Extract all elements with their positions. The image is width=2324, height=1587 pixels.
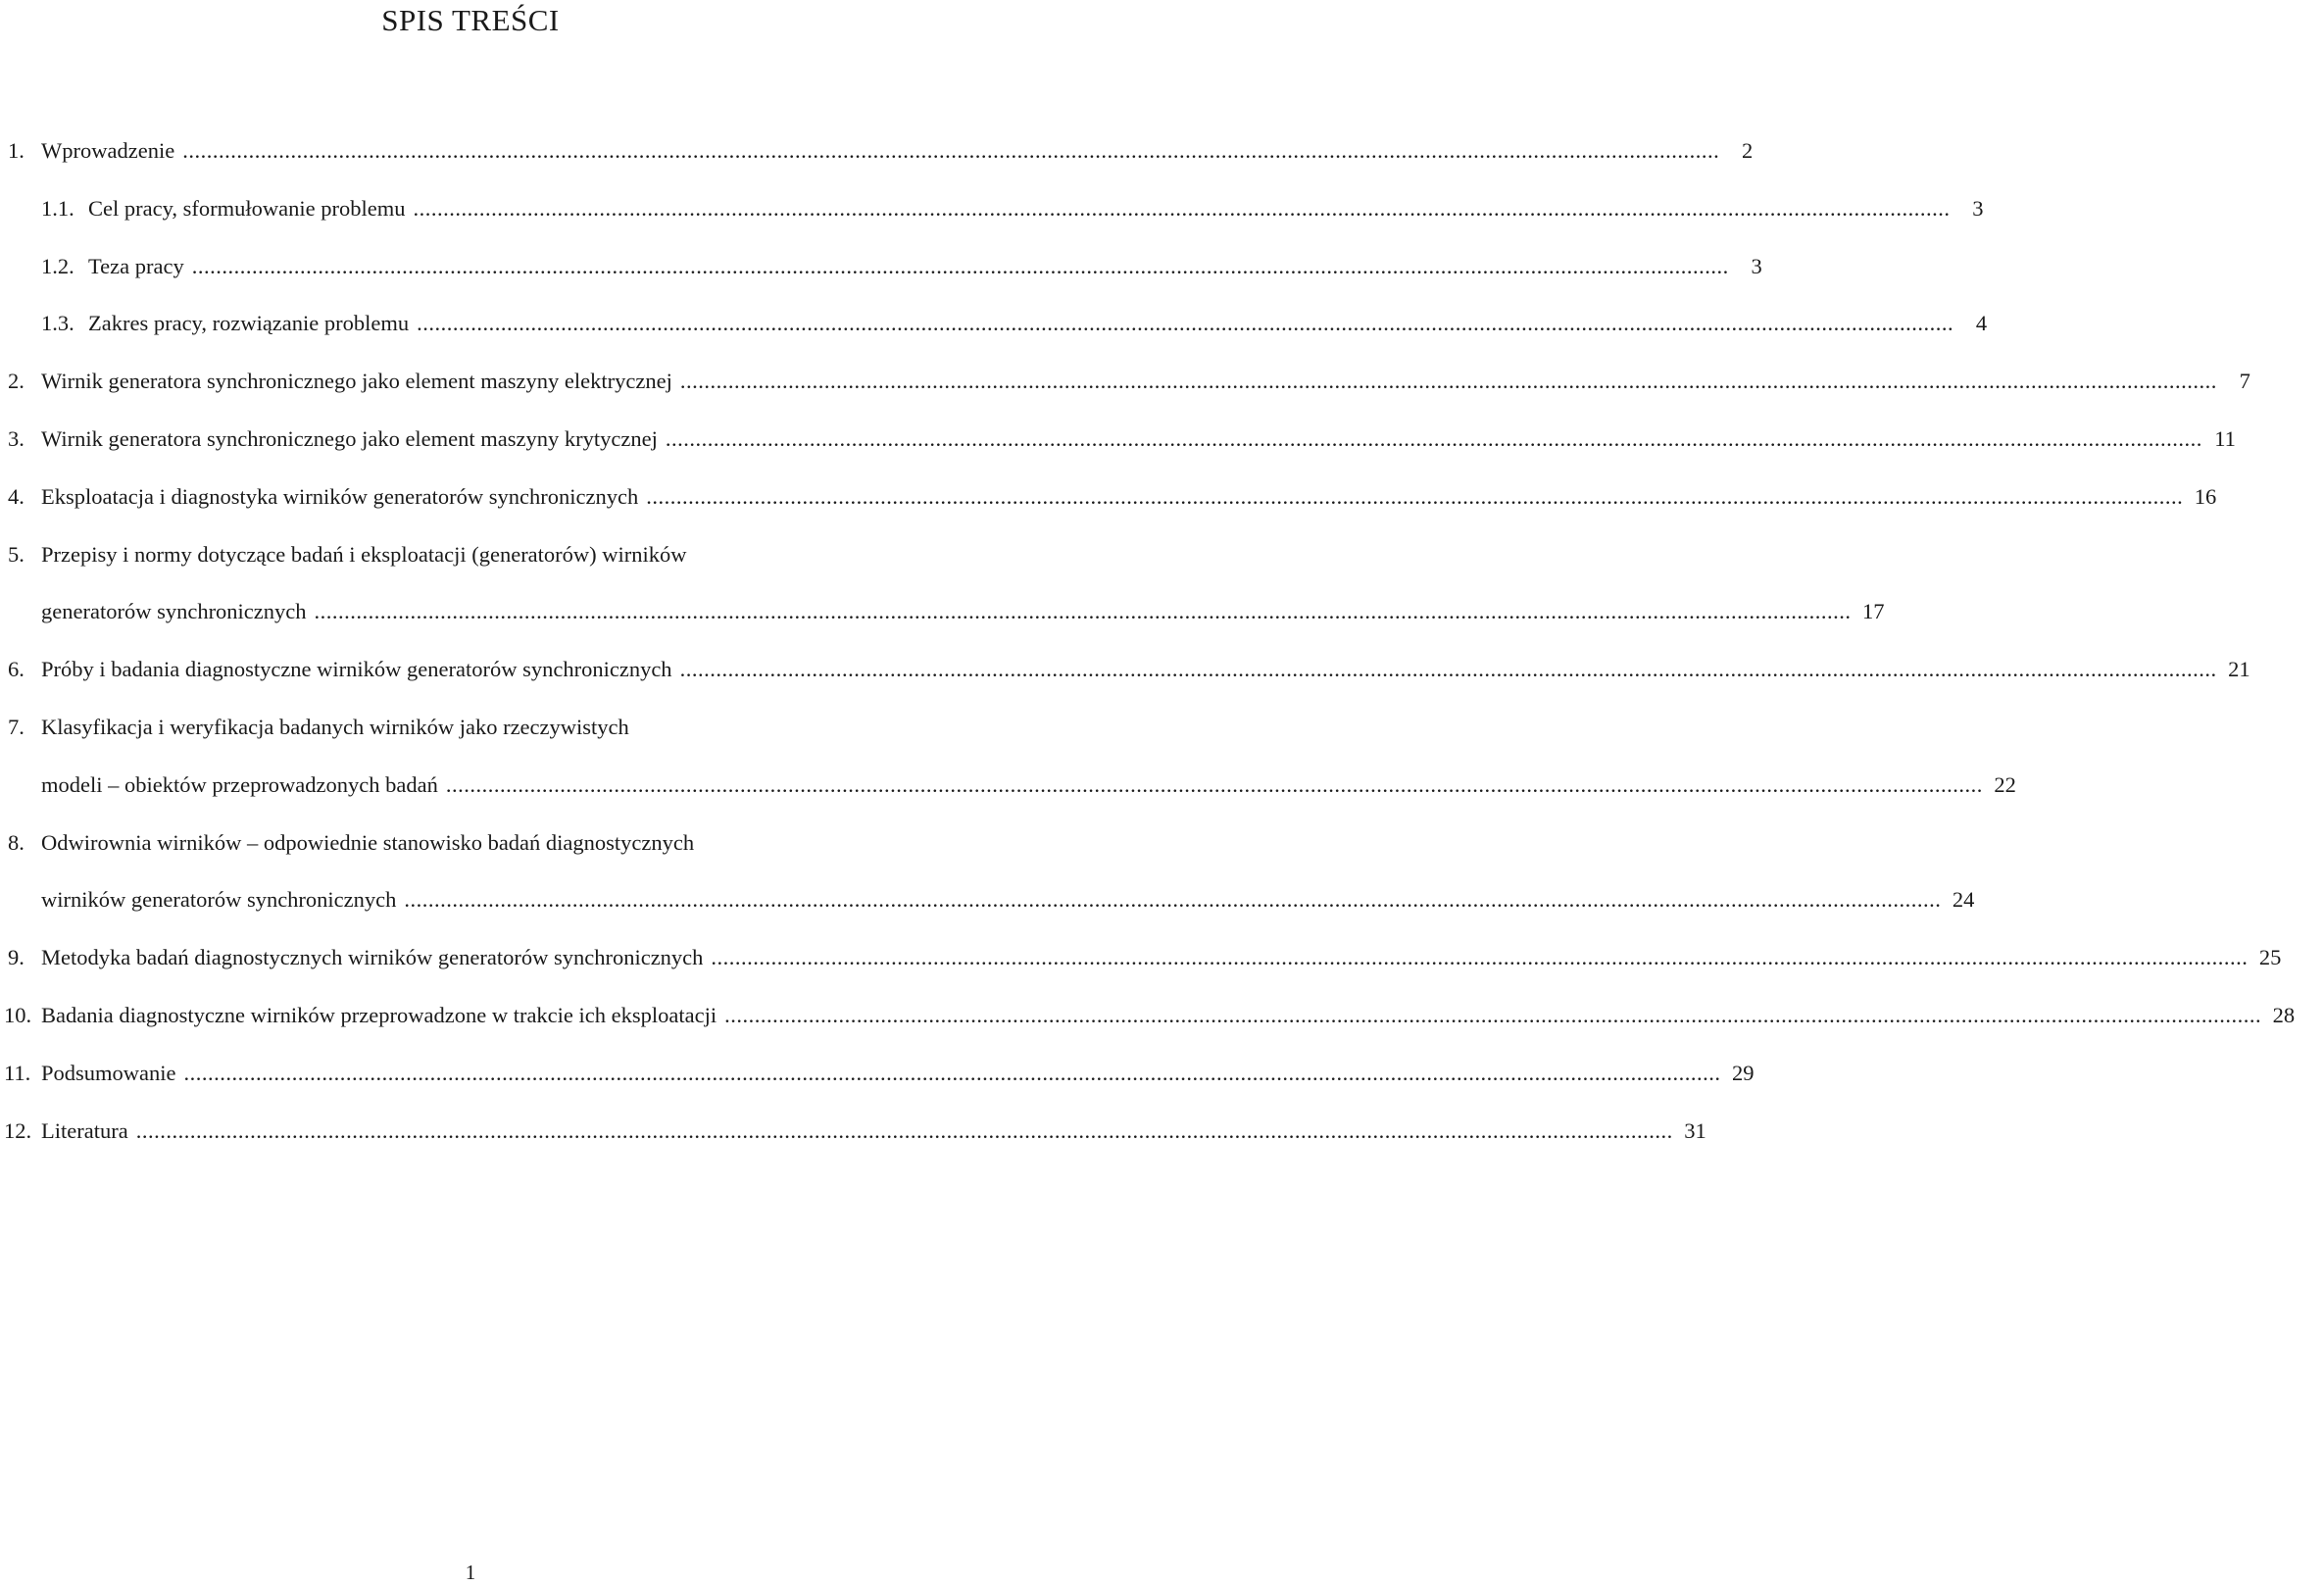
toc-entry[interactable] [0,1103,1706,1161]
toc-number: 3. [8,425,25,451]
toc-leader-dots [717,987,2271,1045]
toc-number: 7. [8,714,25,739]
toc-line [0,1045,1755,1103]
toc-line [0,583,1885,641]
toc-title: Badania diagnostyczne wirników przeprowadzone w trakcie ich eksploatacji [41,1002,717,1027]
toc-number: 6. [8,657,25,682]
toc-line [0,123,1754,180]
toc-title: Wirnik generatora synchronicznego jako element maszyny elektrycznej [41,369,672,394]
toc-page-number: 29 [1732,1060,1755,1085]
toc-entry[interactable] [0,699,2016,815]
toc-entry[interactable] [0,411,2236,469]
toc-leader-dots [396,871,1951,929]
toc-entry[interactable] [0,526,1885,642]
toc-leader-dots [174,123,1729,180]
toc-number: 1.1. [41,195,74,221]
toc-title: Klasyfikacja i weryfikacja badanych wirników jako rzeczywistych [41,714,629,739]
toc-line [0,815,941,872]
toc-leader-dots [128,1103,1683,1161]
toc-line [0,641,2250,699]
toc-page-number: 16 [2194,483,2217,509]
toc-line [0,295,1988,353]
toc-number: 10. [4,1002,32,1027]
toc-entry[interactable] [0,180,1984,238]
toc-page-number: 11 [2214,425,2236,451]
toc-title: Zakres pracy, rozwiązanie problemu [88,311,410,336]
toc-number: 1. [8,138,25,163]
toc-line [0,1103,1706,1161]
toc-number: 11. [4,1060,31,1085]
toc-page-number: 22 [1994,771,2016,797]
toc-title: wirników generatorów synchronicznych [41,887,397,913]
footer-page-number: 1 [465,1561,476,1584]
toc-entry[interactable] [0,238,1762,296]
toc-title: Wprowadzenie [41,138,175,163]
toc-title: Metodyka badań diagnostycznych wirników generatorów synchronicznych [41,945,704,970]
toc-number: 9. [8,945,25,970]
toc-page-number: 25 [2258,945,2282,970]
toc-page-number: 3 [1751,253,1762,278]
toc-line [0,411,2236,469]
toc-leader-dots [672,353,2227,411]
toc-title: Przepisy i normy dotyczące badań i eksploatacji (generatorów) wirników [41,541,687,567]
toc-leader-dots [638,469,2193,526]
toc-line [0,526,941,584]
toc-line [0,929,2282,987]
toc-page-number: 7 [2239,369,2250,394]
toc-entry[interactable] [0,295,1988,353]
toc-page-number: 2 [1741,138,1754,163]
toc-line [0,238,1762,296]
toc-leader-dots [307,583,1861,641]
toc-title: Literatura [41,1117,128,1143]
toc-number: 1.3. [41,311,74,336]
toc-title: generatorów synchronicznych [41,599,307,624]
toc-entry[interactable] [0,1045,1755,1103]
toc-leader-dots [184,238,1739,296]
toc-number: 8. [8,829,25,855]
toc-line [0,699,941,757]
toc-leader-dots [409,295,1963,353]
toc-line [0,987,2296,1045]
toc-number: 1.2. [41,253,74,278]
toc-entry[interactable] [0,815,1975,930]
toc-leader-dots [658,411,2212,469]
toc-number: 4. [8,483,25,509]
toc-entry[interactable] [0,469,2217,526]
toc-leader-dots [438,757,1993,815]
toc-page-number: 21 [2228,657,2250,682]
toc-leader-dots [176,1045,1731,1103]
toc-title: Wirnik generatora synchronicznego jako element maszyny krytycznej [41,425,658,451]
page-title: SPIS TREŚCI [381,3,560,37]
toc-title: Eksploatacja i diagnostyka wirników generatorów synchronicznych [41,483,639,509]
toc-page-number: 17 [1862,599,1885,624]
toc-page-number: 24 [1952,887,1975,913]
toc-line [0,757,2016,815]
toc-page-number: 31 [1684,1117,1706,1143]
toc-line [0,353,2250,411]
toc-line [0,469,2217,526]
toc-title: modeli – obiektów przeprowadzonych badań [41,771,438,797]
toc-number: 12. [4,1117,32,1143]
toc-page-number: 3 [1972,195,1984,221]
toc-title: Odwirownia wirników – odpowiednie stanowisko badań diagnostycznych [41,829,695,855]
toc-entry[interactable] [0,353,2250,411]
toc-title: Próby i badania diagnostyczne wirników generatorów synchronicznych [41,657,672,682]
toc-entry[interactable] [0,929,2282,987]
toc-page-number: 28 [2272,1002,2296,1027]
toc-page-number: 4 [1975,311,1988,336]
toc-number: 2. [8,369,25,394]
toc-number: 5. [8,541,25,567]
toc-leader-dots [703,929,2257,987]
toc-line [0,871,1975,929]
toc-title: Podsumowanie [41,1060,176,1085]
toc-leader-dots [672,641,2227,699]
toc-title: Cel pracy, sformułowanie problemu [88,195,406,221]
toc-entry[interactable] [0,987,2296,1045]
table-of-contents [0,123,2296,1160]
toc-entry[interactable] [0,123,1754,180]
toc-line [0,180,1984,238]
toc-title: Teza pracy [88,253,184,278]
toc-entry[interactable] [0,641,2250,699]
toc-leader-dots [405,180,1959,238]
